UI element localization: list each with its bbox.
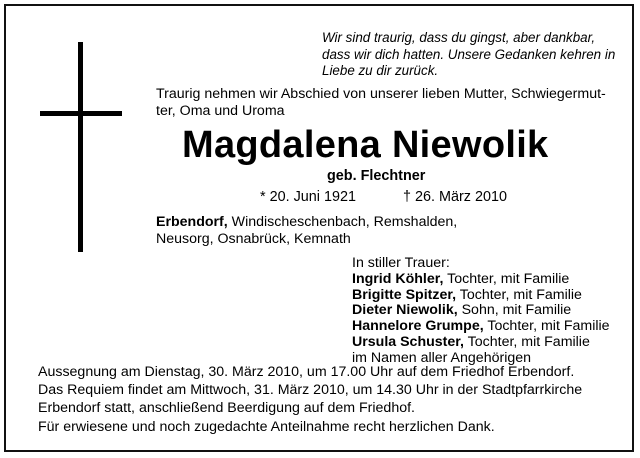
poem-line: Wir sind traurig, dass du gingst, aber dankbar, — [322, 30, 596, 45]
mourner-relation: Tochter, mit Familie — [463, 333, 590, 350]
obituary-notice — [4, 4, 634, 452]
mourner-relation: Tochter, mit Familie — [456, 286, 582, 303]
mourner-entry — [352, 288, 610, 304]
death-date: † 26. März 2010 — [403, 189, 507, 205]
mourners-closing: im Namen aller Angehörigen — [352, 349, 532, 366]
service-details — [38, 363, 616, 436]
mourner-name: Ingrid Köhler, — [352, 270, 444, 287]
poem-line: Liebe zu dir zurück. — [322, 63, 439, 78]
footer-line: Für erwiesene und noch zugedachte Anteilnahme recht herzlichen Dank. — [38, 418, 495, 435]
intro-line: Traurig nehmen wir Abschied von unserer lieben Mutter, Schwiegermut- — [156, 86, 606, 102]
poem — [322, 30, 622, 80]
footer-line: Das Requiem findet am Mittwoch, 31. März 2010, um 14.30 Uhr in der Stadtpfarrkirche — [38, 382, 583, 399]
mourner-relation: Tochter, mit Familie — [483, 318, 610, 335]
mourner-relation: Sohn, mit Familie — [457, 302, 572, 319]
mourners-heading: In stiller Trauer: — [352, 255, 450, 271]
mourner-name: Brigitte Spitzer, — [352, 286, 457, 303]
intro-line: ter, Oma und Uroma — [156, 103, 285, 119]
mourner-name: Ursula Schuster, — [352, 333, 464, 350]
birth-date: * 20. Juni 1921 — [260, 189, 357, 205]
cross-vertical-bar — [78, 42, 83, 252]
places-other-towns: Windischeschenbach, Remshalden, — [227, 214, 458, 230]
mourner-entry — [352, 303, 610, 319]
mourner-entry — [352, 335, 610, 351]
maiden-name: geb. Flechtner — [327, 168, 426, 184]
mourner-entry — [352, 272, 610, 288]
cross-horizontal-bar — [40, 111, 122, 116]
mourner-name: Hannelore Grumpe, — [352, 318, 484, 335]
poem-line: dass wir dich hatten. Unsere Gedanken kehren in — [322, 46, 616, 62]
places — [156, 214, 457, 248]
mourner-entry — [352, 319, 610, 335]
mourner-relation: Tochter, mit Familie — [443, 270, 570, 287]
footer-line: Erbendorf statt, anschließend Beerdigung auf dem Friedhof. — [38, 400, 415, 417]
places-main-town: Erbendorf, — [156, 214, 228, 230]
footer-line: Aussegnung am Dienstag, 30. März 2010, um 17.00 Uhr auf dem Friedhof Erbendorf. — [38, 364, 575, 380]
places-line — [156, 214, 457, 231]
places-line: Neusorg, Osnabrück, Kemnath — [156, 231, 351, 247]
mourner-name: Dieter Niewolik, — [352, 302, 458, 319]
deceased-name: Magdalena Niewolik — [182, 124, 549, 166]
mourners-list — [352, 256, 610, 367]
intro-text — [156, 86, 626, 120]
